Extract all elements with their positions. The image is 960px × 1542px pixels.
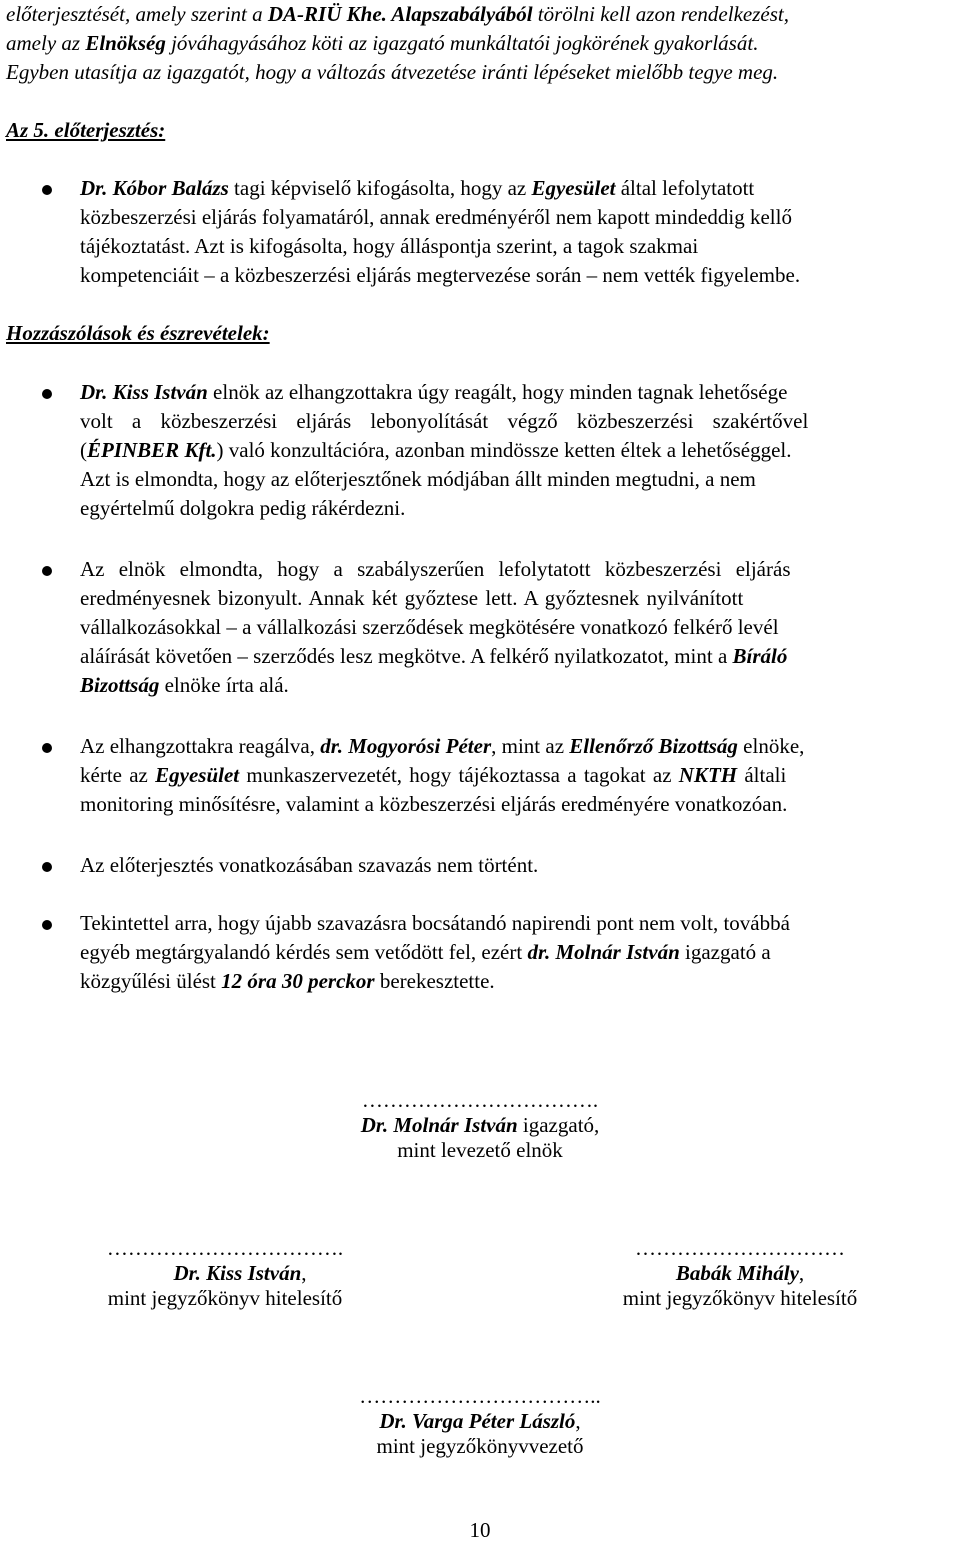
b6-line-1: Tekintettel arra, hogy újabb szavazásra bocsátandó napirendi pont nem volt, továbbá (80, 911, 790, 935)
signer-role: mint jegyzőkönyv hitelesítő (107, 1286, 343, 1311)
signature-line: ………………………… (635, 1236, 845, 1260)
bullet-2 (42, 389, 52, 399)
b6-line-3: közgyűlési ülést 12 óra 30 perckor berekesztette. (80, 969, 495, 993)
b1-line-1: Dr. Kóbor Balázs tagi képviselő kifogásolta, hogy az Egyesület által lefolytatott (80, 176, 755, 200)
b2-line-3: (ÉPINBER Kft.) való konzultációra, azonban mindössze ketten éltek a lehetőséggel. (80, 438, 792, 462)
signature-babak (555, 1236, 925, 1312)
b3-line-4: aláírását követően – szerződés lesz megkötve. A felkérő nyilatkozatot, mint a Bíráló (80, 644, 788, 668)
b3-line-2: eredményesnek bizonyult. Annak két győztese lett. A győztesnek nyilvánított (80, 586, 744, 610)
b2-line-1: Dr. Kiss István elnök az elhangzottakra úgy reagált, hogy minden tagnak lehetősége (80, 380, 788, 404)
signer-name: Dr. Molnár István igazgató, (360, 1113, 600, 1138)
b3-line-1: Az elnök elmondta, hogy a szabályszerűen lefolytatott közbeszerzési eljárás (80, 557, 791, 581)
b4-line-3: monitoring minősítésre, valamint a közbeszerzési eljárás eredményére vonatkozóan. (80, 792, 788, 816)
bullet-6 (42, 920, 52, 930)
b3-line-5: Bizottság elnöke írta alá. (80, 673, 289, 697)
signature-line: …………………………….. (359, 1384, 601, 1408)
b1-line-2: közbeszerzési eljárás folyamatáról, annak eredményéről nem kapott mindeddig kellő (80, 205, 792, 229)
b4-line-1: Az elhangzottakra reagálva, dr. Mogyorósi Péter, mint az Ellenőrző Bizottság elnöke, (80, 734, 805, 758)
signer-role: mint levezető elnök (397, 1138, 563, 1163)
signature-kiss (40, 1236, 410, 1312)
b2-line-5: egyértelmű dolgokra pedig rákérdezni. (80, 496, 406, 520)
signer-role: mint jegyzőkönyv hitelesítő (622, 1286, 858, 1311)
b6-line-2: egyéb megtárgyalandó kérdés sem vetődött fel, ezért dr. Molnár István igazgató a (80, 940, 771, 964)
b3-line-3: vállalkozásokkal – a vállalkozási szerződések megkötésére vonatkozó felkérő levél (80, 615, 779, 639)
bullet-5 (42, 862, 52, 872)
top-line-1: előterjesztését, amely szerint a DA-RIÜ Khe. Alapszabályából törölni kell azon rendelkezést, (6, 2, 789, 26)
signature-line: ……………………………. (106, 1236, 344, 1260)
signer-name: Dr. Kiss István, (173, 1261, 307, 1286)
signature-varga (280, 1384, 680, 1460)
bullet-3 (42, 566, 52, 576)
page-number: 10 (469, 1518, 491, 1542)
signer-name: Babák Mihály, (675, 1261, 805, 1286)
bullet-1 (42, 185, 52, 195)
b4-line-2: kérte az Egyesület munkaszervezetét, hogy tájékoztassa a tagokat az NKTH általi (80, 763, 787, 787)
b1-line-3: tájékoztatást. Azt is kifogásolta, hogy álláspontja szerint, a tagok szakmai (80, 234, 699, 258)
signature-line: ……………………………. (361, 1088, 599, 1112)
b1-line-4: kompetenciáit – a közbeszerzési eljárás megtervezése során – nem vették figyelembe. (80, 263, 801, 287)
bullet-4 (42, 743, 52, 753)
signer-role: mint jegyzőkönyvvezető (376, 1434, 584, 1459)
b2-line-4: Azt is elmondta, hogy az előterjesztőnek módjában állt minden megtudni, a nem (80, 467, 756, 491)
heading-5: Az 5. előterjesztés: (6, 118, 166, 142)
signer-name: Dr. Varga Péter László, (379, 1409, 581, 1434)
b2-line-2: volt a közbeszerzési eljárás lebonyolítását végző közbeszerzési szakértővel (80, 409, 809, 433)
top-line-3: Egyben utasítja az igazgatót, hogy a változás átvezetése iránti lépéseket mielőbb tegye meg. (6, 60, 779, 84)
signature-director (280, 1088, 680, 1164)
top-line-2: amely az Elnökség jóváhagyásához köti az igazgató munkáltatói jogkörének gyakorlását. (6, 31, 759, 55)
heading-comments: Hozzászólások és észrevételek: (6, 321, 270, 345)
b5-line-1: Az előterjesztés vonatkozásában szavazás nem történt. (80, 853, 539, 877)
